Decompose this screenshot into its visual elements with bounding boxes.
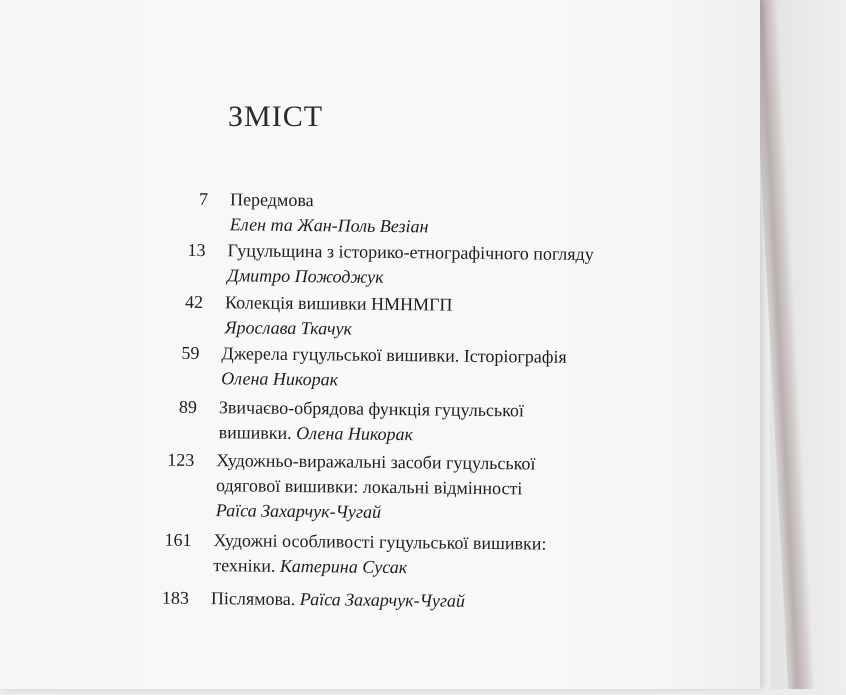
toc-entry-title-continued (211, 586, 465, 614)
toc-page-number: 161 (164, 529, 192, 550)
toc-entry-author: Елен та Жан-Поль Везіан (229, 214, 429, 237)
toc-entry-author: Катерина Сусак (279, 555, 408, 578)
toc-entry-author: Ярослава Ткачук (224, 317, 353, 339)
toc-page-number: 59 (181, 342, 200, 363)
toc-entry-title-tail: техніки. (213, 555, 281, 576)
toc-entry-author: Раїса Захарчук-Чугай (215, 500, 382, 522)
toc-entry-author: Олена Никорак (221, 368, 339, 390)
toc-entry-title-continued: одягової вишивки: локальні відмінності (216, 475, 523, 499)
toc-entry-title-tail: вишивки. (218, 422, 297, 444)
toc-page-number: 89 (178, 396, 198, 417)
toc-entry-title: Колекція вишивки НМНМГП (224, 292, 453, 315)
toc-entry (161, 586, 466, 614)
toc-page-number: 13 (187, 239, 206, 261)
toc-entry (181, 341, 567, 395)
toc-entry (164, 528, 547, 581)
toc-page-number: 7 (199, 188, 209, 210)
toc-entry-author: Олена Никорак (296, 423, 414, 445)
toc-entry-title: Післямова. (210, 588, 300, 610)
toc-entry-title: Художні особливості гуцульської вишивки: (213, 530, 547, 554)
toc-entry-author: Дмитро Пожоджук (227, 265, 384, 287)
toc-entry-title: Гуцульщина з історико-етнографічного погляду (227, 240, 594, 265)
toc-entry-title-continued (219, 420, 524, 448)
toc-entry-title: Звичаєво-обрядова функція гуцульської (218, 397, 525, 421)
toc-entry-title: Джерела гуцульської вишивки. Історіографія (221, 343, 567, 367)
toc-page-number: 123 (167, 449, 195, 470)
toc-entry-author: Раїса Захарчук-Чугай (299, 589, 466, 611)
toc-page-number: 183 (161, 587, 190, 608)
toc-entry (178, 395, 525, 448)
toc-entry-title: Передмова (229, 189, 314, 211)
toc-entry-title: Художньо-виражальні засоби гуцульської (216, 450, 536, 474)
toc-entry (184, 290, 453, 342)
toc-entry (167, 448, 536, 526)
toc-entry (187, 238, 594, 292)
toc-page-number: 42 (184, 291, 204, 313)
page-title: ЗМІСТ (228, 100, 324, 133)
toc-entry-title-continued (213, 553, 546, 581)
toc-entry (199, 187, 429, 239)
